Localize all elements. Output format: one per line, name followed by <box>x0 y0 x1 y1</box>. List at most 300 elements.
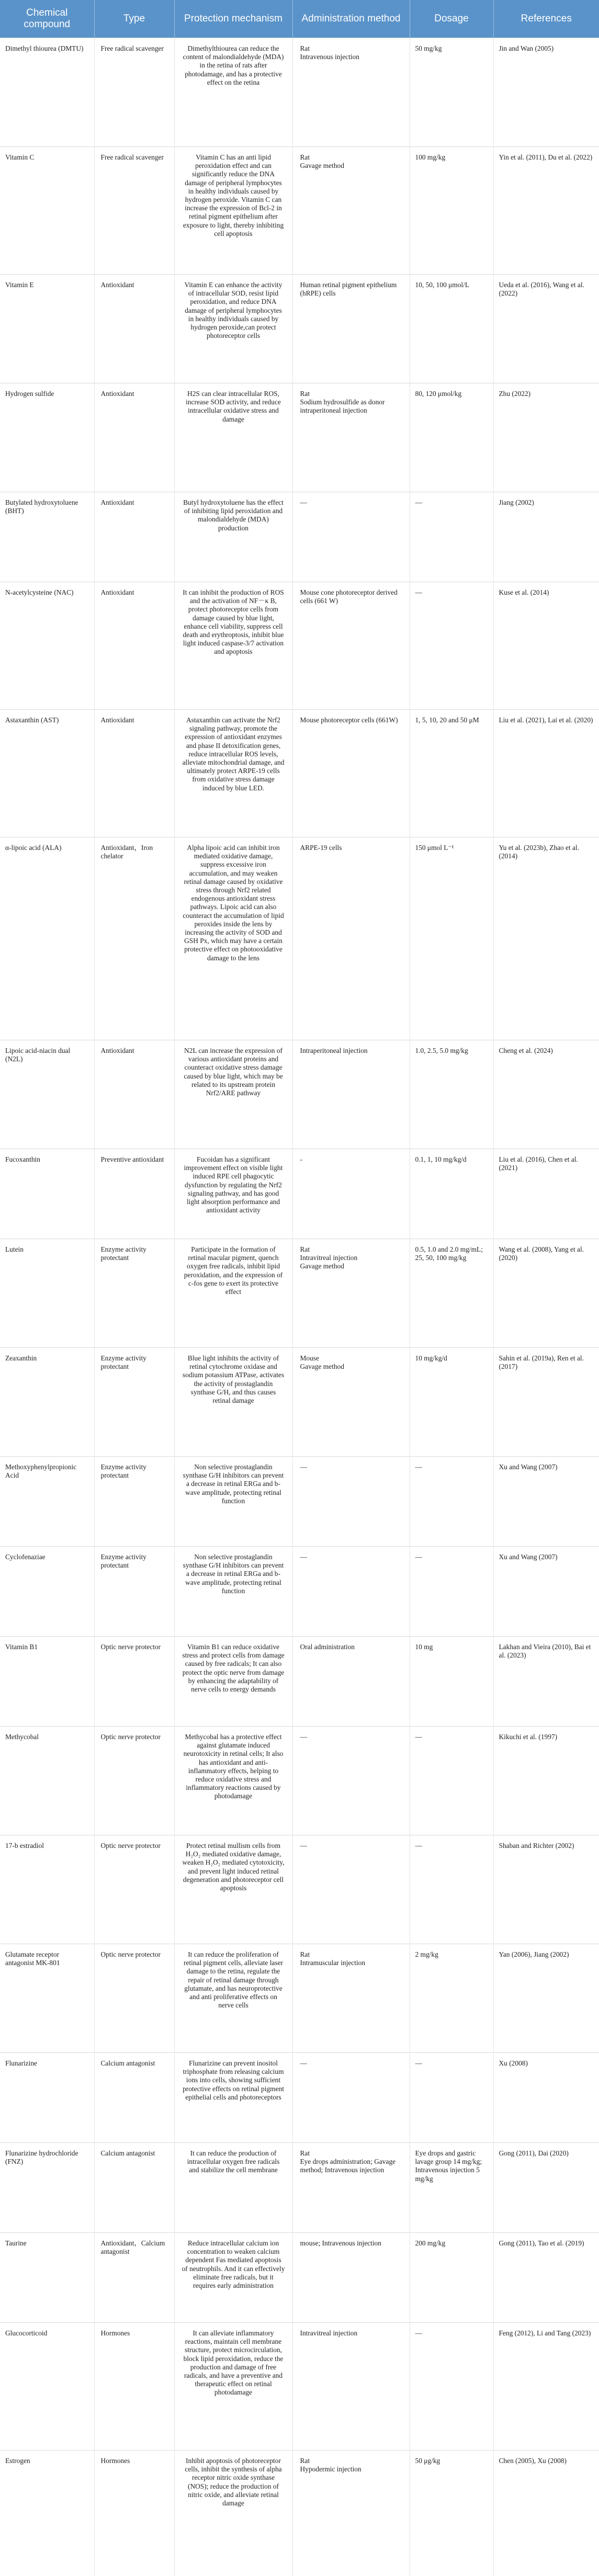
cell-references <box>493 2233 599 2323</box>
cell-method <box>292 2143 410 2233</box>
cell-text: 150 μmol L⁻¹ <box>415 844 454 852</box>
cell-text: 10 mg/kg/d <box>415 1354 447 1362</box>
cell-text: Methycobal has a protective effect against glutamate induced neurotoxicity in retinal cells; It also has antioxidant and anti-inflammatory effects, helping to reduce oxidative stress and inflammatory reactions caused by photodamage <box>183 1733 284 1800</box>
cell-type <box>94 1040 174 1149</box>
cell-method <box>292 2053 410 2143</box>
table-row <box>0 1727 599 1835</box>
cell-text: Antioxidant，Calcium antagonist <box>100 2239 165 2256</box>
cell-text: Vitamin C <box>5 153 35 161</box>
cell-mechanism <box>174 147 292 275</box>
cell-text: Mouse <box>300 1354 319 1362</box>
cell-text: N2L can increase the expression of various antioxidant proteins and counteract oxidative stress damage caused by blue light, which may be related to its upstream protein Nrf2/ARE pathway <box>184 1047 283 1097</box>
cell-text: Vitamin E <box>5 281 34 289</box>
cell-text: Hydrogen sulfide <box>5 390 54 398</box>
cell-references <box>493 837 599 1040</box>
cell-dosage <box>410 2143 493 2233</box>
cell-text: — <box>415 2329 422 2337</box>
cell-method <box>292 1239 410 1348</box>
cell-references <box>493 1239 599 1348</box>
cell-text: Gavage method <box>300 1363 344 1371</box>
cell-text: Xu and Wang (2007) <box>499 1553 558 1561</box>
cell-text: Rat <box>300 390 310 398</box>
cell-text: Rat <box>300 1245 310 1253</box>
cell-compound <box>0 2233 94 2323</box>
cell-text: Jin and Wan (2005) <box>499 44 554 52</box>
cell-mechanism <box>174 38 292 147</box>
cell-compound <box>0 710 94 837</box>
cell-method <box>292 710 410 837</box>
cell-text: Hormones <box>100 2329 130 2337</box>
cell-text: 1, 5, 10, 20 and 50 μM <box>415 716 479 724</box>
cell-method <box>292 582 410 710</box>
cell-text: Gong (2011), Dai (2020) <box>499 2149 569 2157</box>
cell-text: Rat <box>300 44 310 52</box>
cell-text: 1.0, 2.5, 5.0 mg/kg <box>415 1047 468 1054</box>
cell-text: Xu and Wang (2007) <box>499 1463 558 1471</box>
cell-text: ARPE-19 cells <box>300 844 342 852</box>
cell-compound <box>0 1637 94 1727</box>
cell-text: — <box>415 1733 422 1741</box>
cell-text: H2S can clear intracellular ROS, increase SOD activity, and reduce intracellular oxidative stress and damage <box>186 390 281 423</box>
cell-references <box>493 383 599 492</box>
cell-text: Vitamin B1 <box>5 1643 38 1651</box>
cell-dosage <box>410 1727 493 1835</box>
cell-text: — <box>300 2059 307 2067</box>
cell-text: It can alleviate inflammatory reactions, maintain cell membrane structure, protect microcirculation, block lipid peroxidation, reduce the production and damage of free radicals, and have a preventive and therapeutic effect on retinal photodamage <box>183 2329 284 2397</box>
cell-text: 2 mg/kg <box>415 1950 438 1958</box>
cell-text: Participate in the formation of retinal macular pigment, quench oxygen free radicals, inhibit lipid peroxidation, and the expression of c-fos gene to exert its protective effect <box>184 1245 283 1296</box>
cell-dosage <box>410 1348 493 1457</box>
table-row <box>0 383 599 492</box>
cell-references <box>493 1727 599 1835</box>
cell-method <box>292 1637 410 1727</box>
cell-text: Vitamin B1 can reduce oxidative stress and protect cells from damage caused by free radicals; It can also protect the optic nerve from damage by enhancing the adaptability of nerve cells to energy demands <box>182 1643 285 1694</box>
cell-references <box>493 1457 599 1547</box>
cell-text: Cyclofenaziae <box>5 1553 46 1561</box>
cell-text: Rat <box>300 153 310 161</box>
cell-text: It can reduce the proliferation of retinal pigment cells, alleviate laser damage to the retina, regulate the repair of retinal damage through glutamate, and has neuroprotective and anti proliferative effects on nerve cells <box>184 1950 283 2010</box>
cell-type <box>94 837 174 1040</box>
cell-compound <box>0 147 94 275</box>
cell-type <box>94 1547 174 1637</box>
table-row <box>0 1239 599 1348</box>
cell-type <box>94 1637 174 1727</box>
cell-references <box>493 275 599 383</box>
cell-dosage <box>410 2233 493 2323</box>
cell-dosage <box>410 710 493 837</box>
cell-text: Kikuchi et al. (1997) <box>499 1733 558 1741</box>
cell-mechanism <box>174 2053 292 2143</box>
cell-references <box>493 1637 599 1727</box>
cell-dosage <box>410 1457 493 1547</box>
cell-type <box>94 1727 174 1835</box>
table-row <box>0 2450 599 2576</box>
cell-text: Mouse photoreceptor cells (661W) <box>300 716 398 724</box>
cell-method <box>292 1727 410 1835</box>
cell-compound <box>0 1149 94 1239</box>
cell-mechanism <box>174 837 292 1040</box>
cell-text: Mouse cone photoreceptor derived cells (661 W) <box>300 588 398 605</box>
cell-compound <box>0 1348 94 1457</box>
cell-compound <box>0 275 94 383</box>
table-row <box>0 1040 599 1149</box>
cell-text: Gavage method <box>300 162 344 170</box>
cell-type <box>94 2450 174 2576</box>
cell-text: - <box>300 1155 302 1163</box>
cell-mechanism <box>174 1348 292 1457</box>
cell-text: 0.1, 1, 10 mg/kg/d <box>415 1155 467 1163</box>
cell-text: Flunarizine can prevent inositol triphosphate from releasing calcium ions into cells, showing sufficient protective effects on retinal pigment epithelial cells and photoreceptors <box>183 2059 284 2101</box>
cell-text: — <box>415 588 422 596</box>
cell-type <box>94 2233 174 2323</box>
cell-method <box>292 837 410 1040</box>
cell-mechanism <box>174 1727 292 1835</box>
cell-mechanism <box>174 1149 292 1239</box>
cell-text: Zeaxanthin <box>5 1354 37 1362</box>
cell-mechanism <box>174 582 292 710</box>
cell-text: — <box>415 2059 422 2067</box>
cell-compound <box>0 582 94 710</box>
cell-references <box>493 147 599 275</box>
cell-text: It can reduce the production of intracellular oxygen free radicals and stabilize the cell membrane <box>187 2149 280 2174</box>
cell-mechanism <box>174 2450 292 2576</box>
table-row <box>0 1835 599 1944</box>
cell-method <box>292 1348 410 1457</box>
cell-method <box>292 38 410 147</box>
cell-references <box>493 2323 599 2450</box>
cell-text: — <box>300 498 307 506</box>
table-row <box>0 2053 599 2143</box>
table-row <box>0 2233 599 2323</box>
cell-text: Intravitreal injection <box>300 1254 358 1262</box>
cell-references <box>493 1835 599 1944</box>
cell-text: — <box>415 498 422 506</box>
cell-text: Rat <box>300 2149 310 2157</box>
cell-text: Sahin et al. (2019a), Ren et al. (2017) <box>499 1354 584 1371</box>
cell-text: Antioxidant <box>100 1047 134 1054</box>
cell-mechanism <box>174 1457 292 1547</box>
table-row <box>0 2323 599 2450</box>
cell-compound <box>0 1457 94 1547</box>
table-row <box>0 1944 599 2053</box>
cell-text: Blue light inhibits the activity of retinal cytochrome oxidase and sodium potassium ATPase, activates the activity of prostaglandin synthase G/H, and thus causes retinal damage <box>182 1354 285 1405</box>
cell-method <box>292 1040 410 1149</box>
cell-text: Calcium antagonist <box>100 2149 155 2157</box>
cell-type <box>94 1149 174 1239</box>
table-row <box>0 1547 599 1637</box>
cell-references <box>493 2450 599 2576</box>
cell-text: Non selective prostaglandin synthase G/H inhibitors can prevent a decrease in retinal ERGa and b-wave amplitude, protecting retinal function <box>183 1553 284 1595</box>
cell-dosage <box>410 2053 493 2143</box>
cell-text: Yin et al. (2011), Du et al. (2022) <box>499 153 593 161</box>
cell-text: Yan (2006), Jiang (2002) <box>499 1950 569 1958</box>
cell-text: Cheng et al. (2024) <box>499 1047 553 1054</box>
cell-method <box>292 147 410 275</box>
cell-method <box>292 1149 410 1239</box>
cell-method <box>292 1547 410 1637</box>
cell-mechanism <box>174 1835 292 1944</box>
table-row <box>0 1457 599 1547</box>
table-row <box>0 582 599 710</box>
cell-text: Intraperitoneal injection <box>300 1047 368 1054</box>
cell-text: Eye drops administration; Gavage method; Intravenous injection <box>300 2158 396 2174</box>
cell-text: Non selective prostaglandin synthase G/H inhibitors can prevent a decrease in retinal ERGa and b-wave amplitude, protecting retinal function <box>183 1463 284 1505</box>
table-row <box>0 492 599 582</box>
cell-text: Rat <box>300 1950 310 1958</box>
cell-text: mouse; Intravenous injection <box>300 2239 381 2247</box>
cell-method <box>292 2233 410 2323</box>
cell-text: Optic nerve protector <box>100 1842 161 1849</box>
cell-text: Intravenous injection <box>300 53 359 61</box>
cell-method <box>292 1944 410 2053</box>
cell-mechanism <box>174 2323 292 2450</box>
header-compound: Chemical compound <box>0 0 94 38</box>
cell-compound <box>0 1547 94 1637</box>
cell-text: Antioxidant <box>100 498 134 506</box>
cell-dosage <box>410 1835 493 1944</box>
cell-references <box>493 1348 599 1457</box>
cell-text: Dimethyl thiourea (DMTU) <box>5 44 84 52</box>
cell-text: — <box>415 1842 422 1849</box>
cell-mechanism <box>174 2143 292 2233</box>
table-row <box>0 837 599 1040</box>
cell-mechanism <box>174 383 292 492</box>
cell-text: Fucoidan has a significant improvement effect on visible light induced RPE cell phagocytic dysfunction by regulating the Nrf2 signaling pathway, and has good light absorption performance and antioxidant activity <box>184 1155 283 1215</box>
cell-text: Intramuscular injection <box>300 1959 366 1967</box>
cell-dosage <box>410 147 493 275</box>
cell-text: Intravitreal injection <box>300 2329 358 2337</box>
cell-method <box>292 275 410 383</box>
cell-text: Antioxidant <box>100 390 134 398</box>
cell-method <box>292 492 410 582</box>
cell-references <box>493 2053 599 2143</box>
cell-type <box>94 2053 174 2143</box>
cell-type <box>94 2143 174 2233</box>
table-row <box>0 275 599 383</box>
cell-compound <box>0 2450 94 2576</box>
cell-text: Sodium hydrosulfide as donor intraperitoneal injection <box>300 398 385 415</box>
cell-dosage <box>410 1040 493 1149</box>
cell-text: Antioxidant <box>100 588 134 596</box>
cell-text: Enzyme activity protectant <box>100 1553 146 1570</box>
cell-text: Fucoxanthin <box>5 1155 40 1163</box>
table-row <box>0 1637 599 1727</box>
cell-type <box>94 383 174 492</box>
header-mechanism: Protection mechanism <box>174 0 292 38</box>
cell-dosage <box>410 2450 493 2576</box>
cell-text: Enzyme activity protectant <box>100 1463 146 1480</box>
cell-dosage <box>410 582 493 710</box>
cell-method <box>292 1457 410 1547</box>
cell-references <box>493 2143 599 2233</box>
cell-text: Free radical scavenger <box>100 153 164 161</box>
cell-references <box>493 1149 599 1239</box>
cell-dosage <box>410 38 493 147</box>
cell-mechanism <box>174 1239 292 1348</box>
table-row <box>0 2143 599 2233</box>
cell-text: Chen (2005), Xu (2008) <box>499 2457 567 2465</box>
header-row <box>0 0 599 38</box>
cell-text: — <box>415 1553 422 1561</box>
cell-text: Preventive antioxidant <box>100 1155 164 1163</box>
cell-text: Antioxidant <box>100 281 134 289</box>
cell-text: Optic nerve protector <box>100 1643 161 1651</box>
cell-mechanism <box>174 710 292 837</box>
cell-references <box>493 582 599 710</box>
cell-text: 50 μg/kg <box>415 2457 440 2465</box>
cell-text: Rat <box>300 2457 310 2465</box>
cell-text: — <box>300 1553 307 1561</box>
cell-text: — <box>300 1463 307 1471</box>
cell-method <box>292 383 410 492</box>
cell-compound <box>0 1239 94 1348</box>
cell-text: Alpha lipoic acid can inhibit iron mediated oxidative damage, suppress excessive iron accumulation, and may weaken retinal damage caused by oxidative stress through Nrf2 related endogenous antioxidant stress pathways. Lipoic acid can also counteract the accumulation of lipid peroxides inside the lens by increasing the activity of SOD and GSH Px, which may have a certain protective effect on photooxidative damage to the lens <box>183 844 284 962</box>
cell-text: — <box>300 1842 307 1849</box>
cell-type <box>94 492 174 582</box>
cell-text: 50 mg/kg <box>415 44 442 52</box>
cell-mechanism <box>174 275 292 383</box>
cell-type <box>94 38 174 147</box>
cell-compound <box>0 1835 94 1944</box>
table-row <box>0 147 599 275</box>
cell-references <box>493 710 599 837</box>
cell-mechanism <box>174 1040 292 1149</box>
cell-type <box>94 1944 174 2053</box>
cell-text: Glucocorticoid <box>5 2329 48 2337</box>
cell-mechanism <box>174 1547 292 1637</box>
cell-text: Oral administration <box>300 1643 355 1651</box>
cell-compound <box>0 2323 94 2450</box>
cell-text: Ueda et al. (2016), Wang et al. (2022) <box>499 281 584 298</box>
cell-text: — <box>415 1463 422 1471</box>
cell-references <box>493 492 599 582</box>
cell-text: Calcium antagonist <box>100 2059 155 2067</box>
table-row <box>0 38 599 147</box>
cell-type <box>94 1239 174 1348</box>
cell-text: Liu et al. (2016), Chen et al. (2021) <box>499 1155 578 1172</box>
cell-text: Antioxidant <box>100 716 134 724</box>
cell-text: Liu et al. (2021), Lai et al. (2020) <box>499 716 593 724</box>
cell-compound <box>0 1040 94 1149</box>
cell-text: Dimethylthiourea can reduce the content of malondialdehyde (MDA) in the retina of rats after photodamage, and has a protective effect on the retina <box>183 44 284 86</box>
header-references: References <box>493 0 599 38</box>
cell-dosage <box>410 1637 493 1727</box>
cell-text: Protect retinal mullism cells from H₂O₂ mediated oxidative damage, weaken H₂O₂ mediated cytotoxicity, and prevent light induced retinal degeneration and photoreceptor cell apoptosis <box>182 1842 285 1892</box>
cell-dosage <box>410 837 493 1040</box>
cell-text: 0.5, 1.0 and 2.0 mg/mL; 25, 50, 100 mg/kg <box>415 1245 483 1262</box>
cell-type <box>94 147 174 275</box>
cell-dosage <box>410 1944 493 2053</box>
cell-compound <box>0 2143 94 2233</box>
cell-references <box>493 38 599 147</box>
cell-type <box>94 582 174 710</box>
cell-type <box>94 275 174 383</box>
cell-text: Astaxanthin (AST) <box>5 716 59 724</box>
cell-compound <box>0 38 94 147</box>
cell-text: 17-b estradiol <box>5 1842 44 1849</box>
table-row <box>0 1149 599 1239</box>
cell-text: Yu et al. (2023b), Zhao et al. (2014) <box>499 844 580 860</box>
cell-text: 80, 120 μmol/kg <box>415 390 462 398</box>
cell-compound <box>0 1727 94 1835</box>
cell-text: Butylated hydroxytoluene (BHT) <box>5 498 78 515</box>
cell-method <box>292 2450 410 2576</box>
cell-compound <box>0 2053 94 2143</box>
cell-dosage <box>410 1547 493 1637</box>
cell-type <box>94 710 174 837</box>
cell-text: Gong (2011), Tao et al. (2019) <box>499 2239 584 2247</box>
cell-text: Methycobal <box>5 1733 39 1741</box>
cell-text: Lakhan and Vieira (2010), Bai et al. (2023) <box>499 1643 591 1660</box>
cell-text: Astaxanthin can activate the Nrf2 signaling pathway, promote the expression of antioxidant enzymes and phase II detoxification genes, reduce intracellular ROS levels, alleviate mitochondrial damage, and ultimately protect ARPE-19 cells from oxidative stress damage induced by blue LED. <box>182 716 285 792</box>
cell-references <box>493 1547 599 1637</box>
cell-text: Antioxidant，Iron chelator <box>100 844 153 860</box>
cell-text: Glutamate receptor antagonist MK-801 <box>5 1950 60 1967</box>
cell-text: Lutein <box>5 1245 24 1253</box>
cell-text: Methoxyphenylpropionic Acid <box>5 1463 77 1480</box>
cell-text: Vitamin E can enhance the activity of intracellular SOD, resist lipid peroxidation, and reduce DNA damage of peripheral lymphocytes in healthy individuals caused by hydrogen peroxide,can protect photoreceptor cells <box>184 281 282 340</box>
cell-text: N-acetylcysteine (NAC) <box>5 588 74 596</box>
header-dosage: Dosage <box>410 0 493 38</box>
cell-text: Flunarizine <box>5 2059 37 2067</box>
cell-compound <box>0 837 94 1040</box>
cell-text: 10, 50, 100 μmol/L <box>415 281 470 289</box>
cell-dosage <box>410 2323 493 2450</box>
cell-text: Hormones <box>100 2457 130 2465</box>
table-row <box>0 1348 599 1457</box>
cell-mechanism <box>174 492 292 582</box>
cell-mechanism <box>174 2233 292 2323</box>
cell-text: Optic nerve protector <box>100 1733 161 1741</box>
cell-text: It can inhibit the production of ROS and the activation of NF－κ B, protect photoreceptor cells from damage caused by blue light, enhance cell viability, suppress cell death and erythroptosis, inhibit blue light induced caspase-3/7 activation and apoptosis <box>183 588 284 656</box>
cell-references <box>493 1040 599 1149</box>
header-method: Administration method <box>292 0 410 38</box>
cell-type <box>94 2323 174 2450</box>
cell-text: Xu (2008) <box>499 2059 528 2067</box>
cell-text: Kuse et al. (2014) <box>499 588 549 596</box>
cell-dosage <box>410 1239 493 1348</box>
cell-type <box>94 1348 174 1457</box>
header-type: Type <box>94 0 174 38</box>
cell-text: Vitamin C has an anti lipid peroxidation effect and can significantly reduce the DNA damage of peripheral lymphocytes in healthy individuals caused by hydrogen peroxide. Vitamin C can increase the expression of Bcl-2 in retinal pigment epithelium after exposure to light, thereby inhibiting cell apoptosis <box>183 153 284 237</box>
cell-text: Enzyme activity protectant <box>100 1245 146 1262</box>
cell-dosage <box>410 275 493 383</box>
cell-method <box>292 1835 410 1944</box>
cell-compound <box>0 492 94 582</box>
cell-text: Flunarizine hydrochloride (FNZ) <box>5 2149 78 2166</box>
cell-text: Eye drops and gastric lavage group 14 mg/kg; Intravenous injection 5 mg/kg <box>415 2149 482 2183</box>
table-header <box>0 0 599 38</box>
cell-text: Lipoic acid-niacin dual (N2L) <box>5 1047 71 1063</box>
cell-text: Human retinal pigment epithelium (hRPE) cells <box>300 281 397 298</box>
cell-text: Hypodermic injection <box>300 2465 361 2473</box>
cell-text: Gavage method <box>300 1262 344 1270</box>
cell-text: Taurine <box>5 2239 27 2247</box>
cell-text: 10 mg <box>415 1643 433 1651</box>
cell-compound <box>0 383 94 492</box>
cell-text: 200 mg/kg <box>415 2239 446 2247</box>
cell-text: Estrogen <box>5 2457 30 2465</box>
cell-compound <box>0 1944 94 2053</box>
cell-text: Jiang (2002) <box>499 498 534 506</box>
cell-text: α-lipoic acid (ALA) <box>5 844 62 852</box>
cell-text: Optic nerve protector <box>100 1950 161 1958</box>
cell-references <box>493 1944 599 2053</box>
cell-text: Wang et al. (2008), Yang et al. (2020) <box>499 1245 584 1262</box>
cell-dosage <box>410 492 493 582</box>
cell-text: — <box>300 1733 307 1741</box>
cell-text: Butyl hydroxytoluene has the effect of inhibiting lipid peroxidation and malondialdehyde (MDA) production <box>183 498 284 532</box>
